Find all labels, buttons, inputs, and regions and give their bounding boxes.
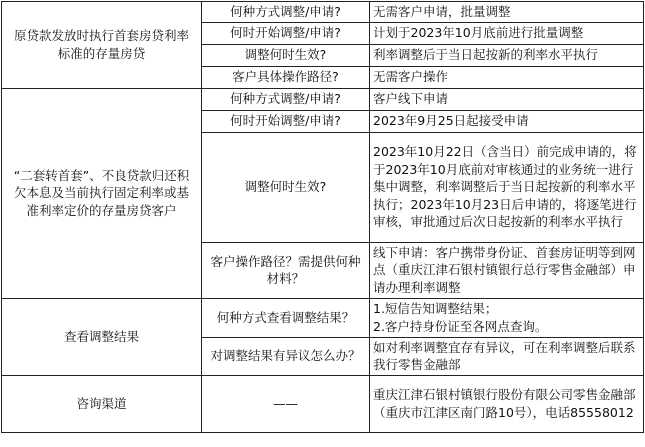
table-row xyxy=(2,375,644,432)
answer-line: 1.短信告知调整结果； xyxy=(373,301,498,316)
loan-rate-adjustment-table xyxy=(1,1,644,433)
answer-cell: 如对利率调整宜存有异议，可在利率调整后联系我行零售金融部 xyxy=(370,337,644,375)
category-cell: 查看调整结果 xyxy=(2,298,202,375)
question-cell: 客户具体操作路径? xyxy=(202,66,370,88)
question-cell: 何种方式查看调整结果？ xyxy=(202,298,370,337)
category-cell: 原贷款发放时执行首套房贷利率标准的存量房贷 xyxy=(2,2,202,89)
question-cell: 对调整结果有异议怎么办？ xyxy=(202,337,370,375)
category-cell: “二套转首套”、不良贷款归还积欠本息及当前执行固定利率或基准利率定价的存量房贷客户 xyxy=(2,88,202,298)
answer-cell: 无需客户申请，批量调整 xyxy=(370,2,644,23)
answer-cell: 利率调整后于当日起按新的利率水平执行 xyxy=(370,44,644,66)
answer-cell: 2023年10月22日（含当日）前完成申请的，将于2023年10月底前对审核通过的业务统一进行集中调整，利率调整后于当日起按新的利率水平执行；2023年10月23日后申请的，将逐笔进行审核，审批通过后次日起按新的利率水平执行 xyxy=(370,132,644,242)
question-cell: 客户操作路径？需提供何种材料？ xyxy=(202,242,370,298)
answer-line: 2.客户持身份证至各网点查询。 xyxy=(373,318,548,334)
answer-cell: 客户线下申请 xyxy=(370,88,644,110)
question-cell: 何种方式调整/申请? xyxy=(202,2,370,23)
answer-cell: 计划于2023年10月底前进行批量调整 xyxy=(370,22,644,44)
answer-cell: 2023年9月25日起接受申请 xyxy=(370,110,644,132)
question-cell: 调整何时生效? xyxy=(202,132,370,242)
question-cell: 何时开始调整/申请? xyxy=(202,110,370,132)
table-row xyxy=(2,2,644,23)
question-cell: 调整何时生效? xyxy=(202,44,370,66)
category-cell: 咨询渠道 xyxy=(2,375,202,432)
table-row xyxy=(2,88,644,110)
answer-cell: 线下申请：客户携带身份证、首套房证明等到网点（重庆江津石银村镇银行总行零售金融部）申请办理利率调整 xyxy=(370,242,644,298)
answer-cell: 重庆江津石银村镇银行股份有限公司零售金融部（重庆市江津区南门路10号），电话85558012 xyxy=(370,375,644,432)
question-cell: —— xyxy=(202,375,370,432)
question-cell: 何种方式调整/申请? xyxy=(202,88,370,110)
answer-cell xyxy=(370,298,644,337)
question-cell: 何时开始调整/申请? xyxy=(202,22,370,44)
table-row xyxy=(2,298,644,337)
answer-cell: 无需客户操作 xyxy=(370,66,644,88)
